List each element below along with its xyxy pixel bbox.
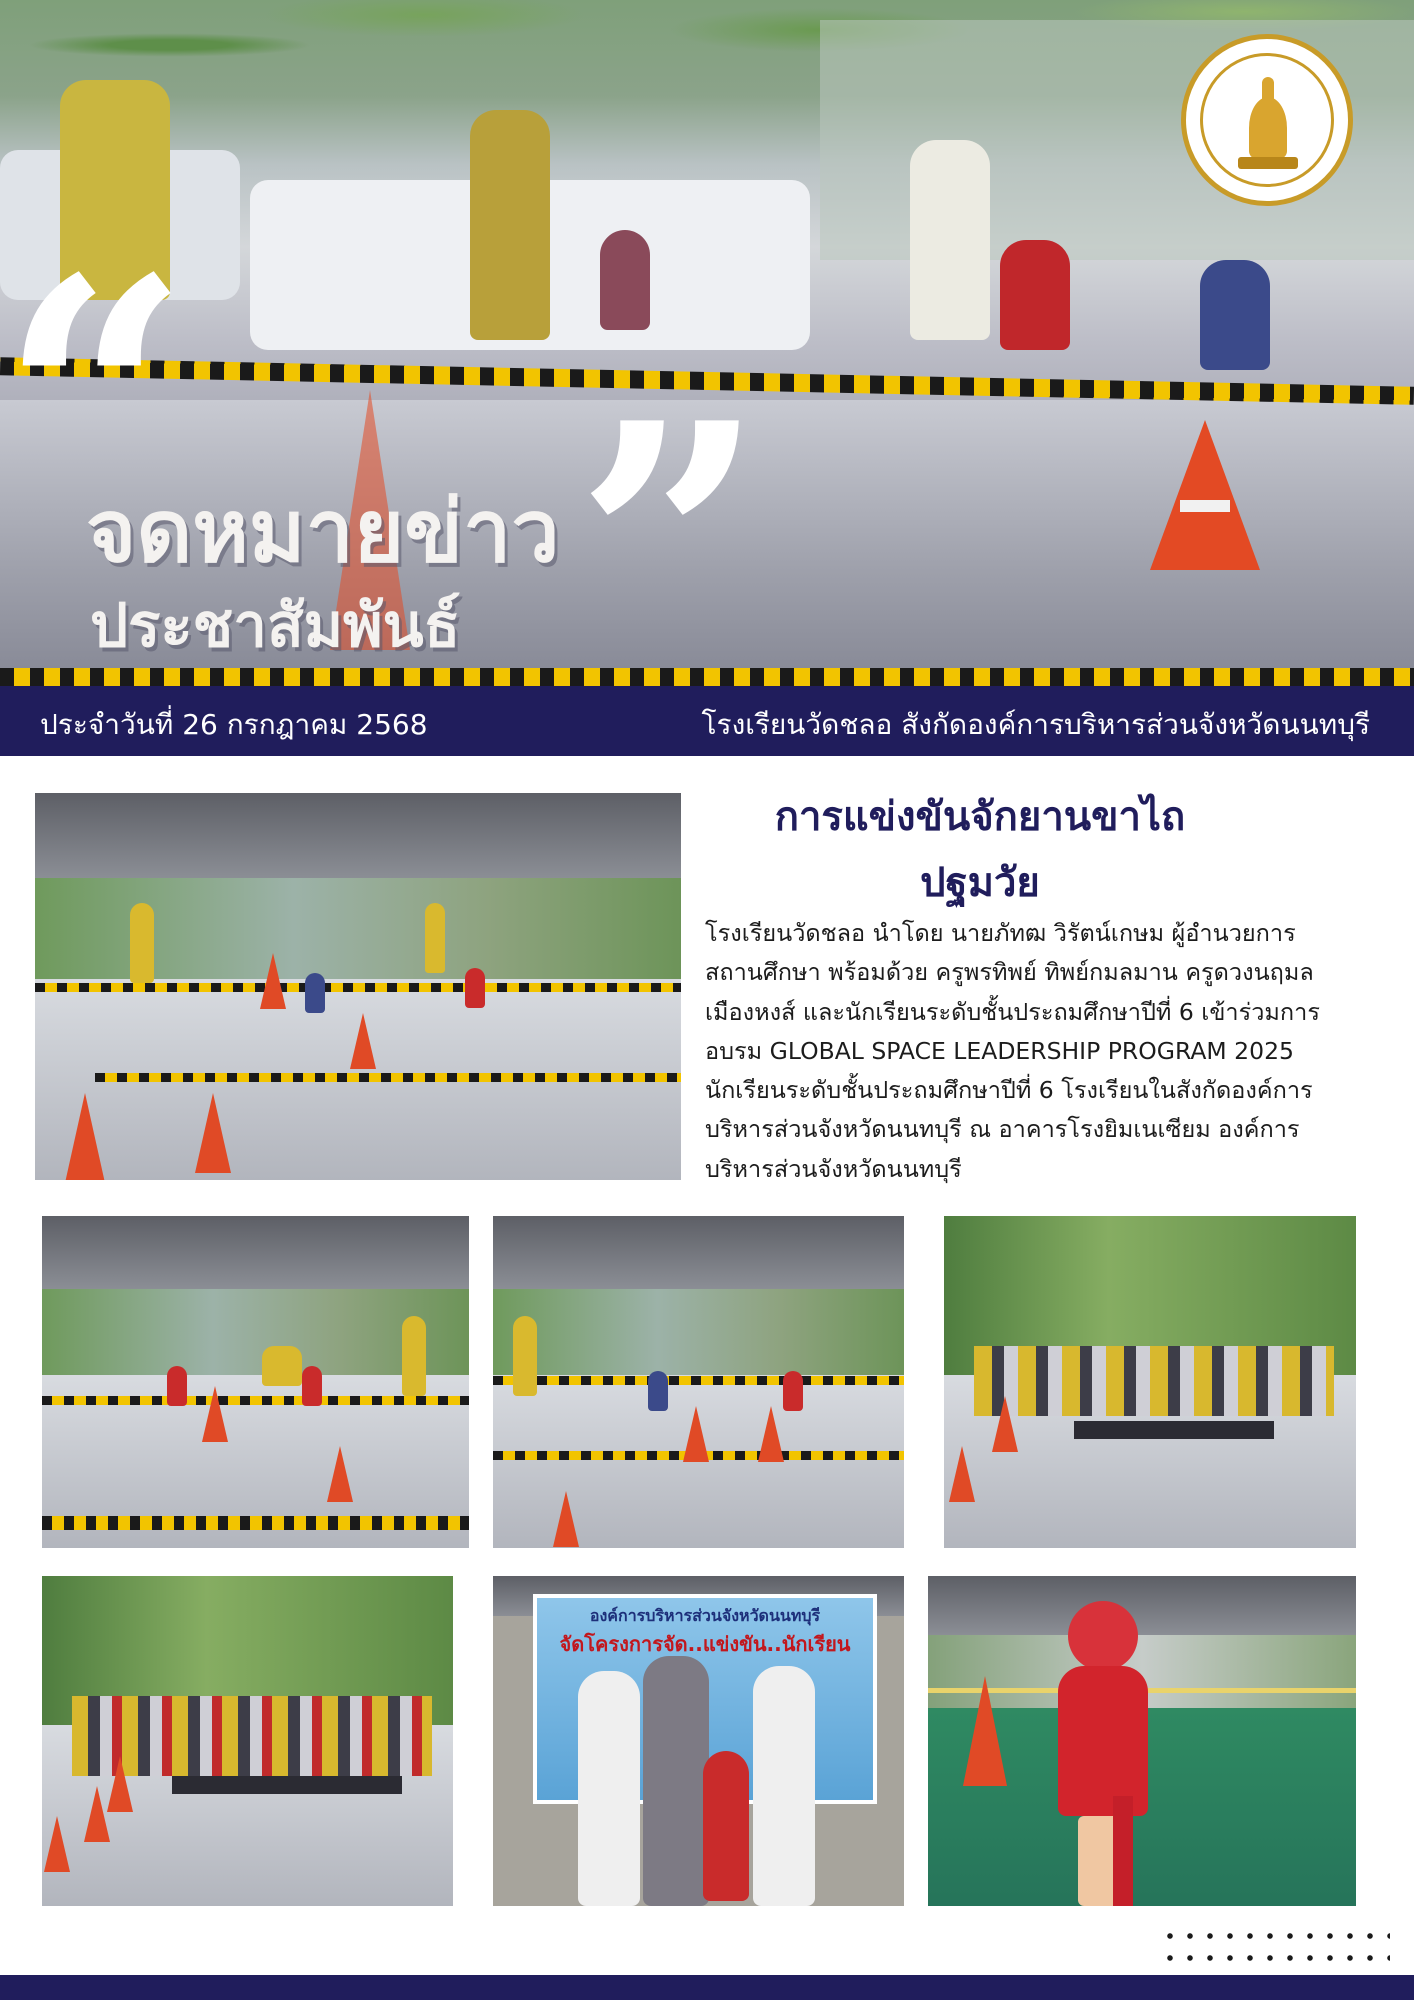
gallery-photo-5 (493, 1576, 904, 1906)
photo-kid-body (1058, 1666, 1148, 1816)
photo-kid (648, 1371, 668, 1411)
article-body (705, 914, 1385, 1189)
photo-kid-racer (703, 1751, 749, 1901)
photo-adult (262, 1346, 302, 1386)
body-line: บริหารส่วนจังหวัดนนทบุรี ณ อาคารโรงยิมเนเซียม องค์การ (705, 1115, 1300, 1144)
issue-date: ประจำวันที่ 26 กรกฎาคม 2568 (40, 708, 428, 741)
photo-kid-2 (465, 968, 485, 1008)
gallery-photo-6 (928, 1576, 1356, 1906)
photo-tape-2 (42, 1516, 469, 1530)
gallery-photo-4 (42, 1576, 453, 1906)
photo-cone-2 (683, 1406, 709, 1462)
photo-adult-2 (425, 903, 445, 973)
headline-line-2: ปฐมวัย (920, 860, 1040, 906)
body-line: บริหารส่วนจังหวัดนนทบุรี (705, 1154, 962, 1183)
hero-adult-3 (910, 140, 990, 340)
photo-kid-2 (302, 1366, 322, 1406)
seal-base (1238, 157, 1298, 169)
photo-parent (643, 1656, 709, 1906)
photo-kid-2 (783, 1371, 803, 1411)
photo-adult (130, 903, 154, 983)
quote-open-mark: “ (0, 206, 190, 594)
body-line: สถานศึกษา พร้อมด้วย ครูพรทิพย์ ทิพย์กมลมาน ครูดวงนฤมล (705, 958, 1314, 987)
school-seal-logo (1181, 34, 1353, 206)
photo-crowd (974, 1346, 1334, 1416)
photo-kid (167, 1366, 187, 1406)
photo-cone-3 (758, 1406, 784, 1462)
poster-line-1: องค์การบริหารส่วนจังหวัดนนทบุรี (589, 1606, 821, 1625)
photo-cone-2 (992, 1396, 1018, 1452)
photo-teacher (578, 1671, 640, 1906)
hero-adult-2 (470, 110, 550, 340)
gallery-photo-1 (42, 1216, 469, 1548)
photo-cone (963, 1676, 1007, 1786)
photo-cone-4 (260, 953, 286, 1009)
photo-adult (513, 1316, 537, 1396)
gallery-photo-3 (944, 1216, 1356, 1548)
photo-background (493, 1289, 904, 1375)
photo-cone (949, 1446, 975, 1502)
hero-traffic-cone (1150, 420, 1260, 570)
gallery-photo-2 (493, 1216, 904, 1548)
hero-cone-stripe (1180, 500, 1230, 512)
photo-roof (42, 1216, 469, 1289)
hero-kid (1000, 240, 1070, 350)
body-line: อบรม GLOBAL SPACE LEADERSHIP PROGRAM 2025 (705, 1036, 1294, 1065)
photo-tape (42, 1396, 469, 1405)
hero-banner-photo (0, 0, 1414, 686)
photo-adult-2 (402, 1316, 426, 1396)
photo-cone (202, 1386, 228, 1442)
body-line: นักเรียนระดับชั้นประถมศึกษาปีที่ 6 โรงเรียนในสังกัดองค์การ (705, 1076, 1313, 1105)
body-line: เมืองหงส์ และนักเรียนระดับชั้นประถมศึกษาปีที่ 6 เข้าร่วมการ (705, 997, 1320, 1026)
school-name: โรงเรียนวัดชลอ สังกัดองค์การบริหารส่วนจังหวัดนนทบุรี (701, 708, 1370, 741)
photo-cone-3 (107, 1756, 133, 1812)
photo-teacher-2 (753, 1666, 815, 1906)
seal-bell-icon (1249, 97, 1287, 159)
photo-roof (35, 793, 681, 878)
headline-line-1: การแข่งขันจักยานขาไถ (774, 794, 1186, 840)
photo-kid-helmet (1068, 1601, 1138, 1671)
photo-cone-2 (195, 1093, 231, 1173)
photo-barrier (1074, 1421, 1274, 1439)
photo-cone-3 (350, 1013, 376, 1069)
photo-tape (35, 983, 681, 992)
decorative-dots (1160, 1925, 1390, 1975)
body-line: โรงเรียนวัดชลอ นำโดย นายภัทฒ วิรัตน์เกษม ผู้อำนวยการ (705, 919, 1296, 947)
article-headline (700, 784, 1260, 916)
photo-balance-bike (1113, 1796, 1133, 1906)
hero-kid-2 (1200, 260, 1270, 370)
date-school-banner (0, 686, 1414, 756)
main-photo (35, 793, 681, 1180)
photo-barrier (172, 1776, 402, 1794)
hero-kid-3 (600, 230, 650, 330)
photo-kid (305, 973, 325, 1013)
photo-cone-2 (327, 1446, 353, 1502)
photo-cone (553, 1491, 579, 1547)
footer-bar (0, 1975, 1414, 2000)
photo-roof (493, 1216, 904, 1289)
photo-cone (44, 1816, 70, 1872)
photo-tape (493, 1376, 904, 1385)
newsletter-subtitle: ประชาสัมพันธ์ (90, 591, 461, 661)
poster-line-2: จัดโครงการจัด..แข่งขัน..นักเรียน (559, 1632, 851, 1656)
photo-tape-2 (95, 1073, 681, 1082)
photo-cone (65, 1093, 105, 1180)
newsletter-title: จดหมายข่าว (86, 482, 560, 582)
photo-roof (928, 1576, 1356, 1635)
